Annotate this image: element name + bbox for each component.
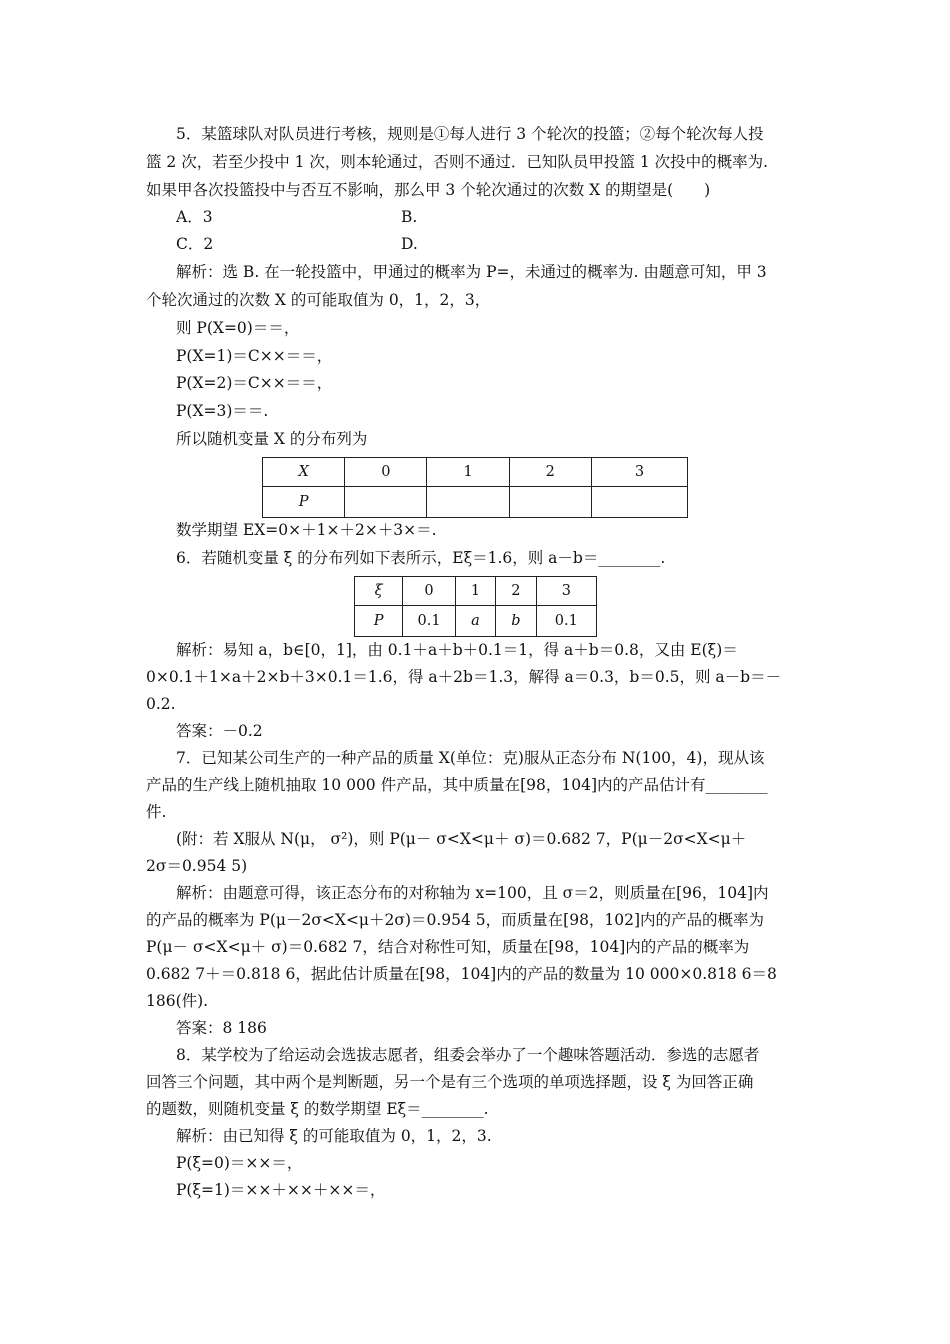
- q8-solution-1: 解析：由已知得 ξ 的可能取值为 0，1，2，3.: [176, 1127, 492, 1145]
- table-row: [355, 606, 597, 637]
- table-cell: b: [496, 606, 536, 637]
- q7-answer: 答案：8 186: [176, 1019, 267, 1037]
- q5-solution-2: 个轮次通过的次数 X 的可能取值为 0，1，2，3，: [146, 291, 491, 309]
- table-cell: 3: [591, 458, 687, 487]
- table-cell: ξ: [355, 577, 403, 606]
- table-cell: 0.1: [536, 606, 596, 637]
- q7-line-3: 件.: [146, 803, 167, 821]
- q5-option-c: C．2: [176, 235, 214, 253]
- q6-solution-1: 解析：易知 a，b∈[0，1]，由 0.1＋a＋b＋0.1＝1，得 a＋b＝0.8，又由 E(ξ)＝: [176, 641, 738, 659]
- q8-solution-3: P(ξ=1)＝××＋××＋××＝，: [176, 1181, 386, 1199]
- table-cell: P: [263, 487, 345, 518]
- q6-solution-3: 0.2.: [146, 695, 176, 713]
- q7-solution-5: 186(件).: [146, 992, 209, 1010]
- q8-line-1: 8．某学校为了给运动会选拔志愿者，组委会举办了一个趣味答题活动．参选的志愿者: [176, 1046, 760, 1064]
- table-cell: 1: [427, 458, 509, 487]
- table-row: [263, 487, 688, 518]
- q5-expectation: 数学期望 EX=0×＋1×＋2×＋3×＝.: [176, 521, 437, 539]
- q5-solution-1: 解析：选 B. 在一轮投篮中，甲通过的概率为 P=，未通过的概率为. 由题意可知，甲 3: [176, 263, 767, 281]
- q5-line-2: 篮 2 次，若至少投中 1 次，则本轮通过，否则不通过．已知队员甲投篮 1 次投中的概率为.: [146, 153, 769, 171]
- q5-line-1: 5．某篮球队对队员进行考核，规则是①每人进行 3 个轮次的投篮；②每个轮次每人投: [176, 125, 764, 143]
- distribution-table-x: [262, 457, 688, 518]
- table-cell: X: [263, 458, 345, 487]
- q6-solution-2: 0×0.1＋1×a＋2×b＋3×0.1＝1.6，得 a＋2b＝1.3，解得 a＝0.3，b＝0.5，则 a－b＝－: [146, 668, 782, 686]
- table-cell: [427, 487, 509, 518]
- table-row: [263, 458, 688, 487]
- table-cell: 1: [455, 577, 495, 606]
- q7-line-2: 产品的生产线上随机抽取 10 000 件产品，其中质量在[98，104]内的产品估计有________: [146, 776, 768, 794]
- q5-solution-6: P(X=3)＝＝.: [176, 402, 269, 420]
- distribution-table-xi: [354, 576, 597, 637]
- q5-line-3: 如果甲各次投篮投中与否互不影响，那么甲 3 个轮次通过的次数 X 的期望是( ): [146, 181, 711, 199]
- q5-option-b: B.: [401, 208, 418, 226]
- q7-line-1: 7．已知某公司生产的一种产品的质量 X(单位：克)服从正态分布 N(100，4)，现从该: [176, 749, 765, 767]
- q5-solution-5: P(X=2)＝C××＝＝，: [176, 374, 333, 392]
- q5-solution-7: 所以随机变量 X 的分布列为: [176, 430, 368, 448]
- q7-note-2: 2σ＝0.954 5): [146, 857, 248, 875]
- table-cell: a: [455, 606, 495, 637]
- table-row: [355, 577, 597, 606]
- table-cell: 2: [496, 577, 536, 606]
- table-cell: P: [355, 606, 403, 637]
- q7-solution-1: 解析：由题意可得，该正态分布的对称轴为 x=100，且 σ＝2，则质量在[96，104]内: [176, 884, 769, 902]
- q8-solution-2: P(ξ=0)＝××＝，: [176, 1154, 303, 1172]
- q5-option-a: A．3: [176, 208, 213, 226]
- q6-answer: 答案：－0.2: [176, 722, 263, 740]
- table-cell: 3: [536, 577, 596, 606]
- q8-line-3: 的题数，则随机变量 ξ 的数学期望 Eξ＝________.: [146, 1100, 489, 1118]
- q8-line-2: 回答三个问题，其中两个是判断题，另一个是有三个选项的单项选择题，设 ξ 为回答正确: [146, 1073, 754, 1091]
- q7-solution-2: 的产品的概率为 P(μ－2σ<X<μ＋2σ)＝0.954 5，而质量在[98，102]内的产品的概率为: [146, 911, 765, 929]
- table-cell: [591, 487, 687, 518]
- q7-note-1: (附：若 X服从 N(μ， σ²)，则 P(μ－ σ<X<μ＋ σ)＝0.682 7，P(μ－2σ<X<μ＋: [176, 830, 747, 848]
- q5-solution-3: 则 P(X=0)＝＝，: [176, 319, 300, 337]
- table-cell: [345, 487, 427, 518]
- table-cell: 2: [509, 458, 591, 487]
- q6-line-1: 6．若随机变量 ξ 的分布列如下表所示，Eξ＝1.6，则 a－b＝________.: [176, 549, 666, 567]
- q7-solution-3: P(μ－ σ<X<μ＋ σ)＝0.682 7，结合对称性可知，质量在[98，104]内的产品的概率为: [146, 938, 750, 956]
- table-cell: 0: [345, 458, 427, 487]
- table-cell: 0.1: [403, 606, 455, 637]
- table-cell: 0: [403, 577, 455, 606]
- q7-solution-4: 0.682 7＋＝0.818 6，据此估计质量在[98，104]内的产品的数量为 10 000×0.818 6＝8: [146, 965, 777, 983]
- q5-solution-4: P(X=1)＝C××＝＝，: [176, 347, 333, 365]
- table-cell: [509, 487, 591, 518]
- q5-option-d: D.: [401, 235, 418, 253]
